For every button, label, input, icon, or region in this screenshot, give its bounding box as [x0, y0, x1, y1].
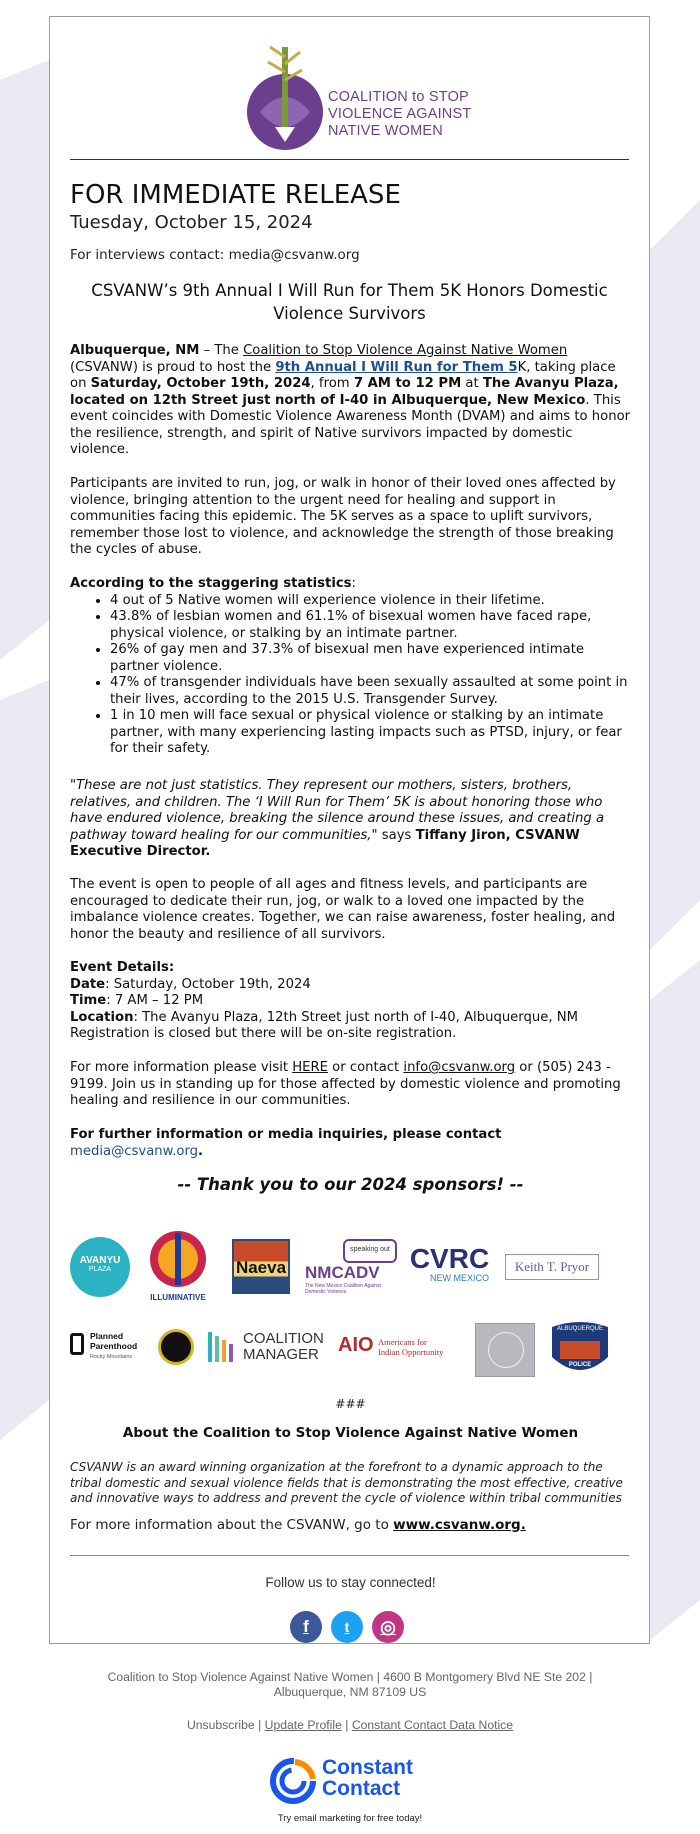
illuminative-emblem-icon	[148, 1229, 208, 1289]
sponsor-name: AIO	[338, 1334, 374, 1356]
sponsor-nmcadv-logo[interactable]	[305, 1239, 400, 1297]
sponsor-name: Naeva	[235, 1258, 287, 1277]
footer-links	[0, 1718, 700, 1732]
sponsor-sub: Rocky Mountains	[90, 1354, 133, 1360]
release-title: FOR IMMEDIATE RELEASE	[70, 180, 401, 210]
list-item: • 43.8% of lesbian women and 61.1% of bisexual women have faced rape, physical violence, or stalking by an intimate partner.	[110, 609, 632, 642]
info-email-link[interactable]: info@csvanw.org	[403, 1060, 516, 1075]
event-details	[70, 960, 632, 1043]
sponsors-heading: -- Thank you to our 2024 sponsors! --	[177, 1175, 524, 1194]
text: at	[461, 376, 483, 391]
text: or contact	[327, 1060, 404, 1075]
sponsor-name: ILLUMINATIVE	[150, 1293, 206, 1302]
logo-line: COALITION to STOP	[328, 89, 469, 105]
divider	[70, 159, 629, 160]
statistics-section	[70, 576, 632, 758]
sponsor-sub	[378, 1337, 443, 1357]
sponsor-aio-logo[interactable]	[338, 1329, 458, 1365]
text: For more information please visit	[70, 1060, 293, 1075]
sponsor-sub: PLAZA	[88, 1266, 112, 1273]
constant-contact-wordmark[interactable]	[322, 1757, 413, 1799]
sponsor-coalition-manager-logo[interactable]	[208, 1329, 323, 1365]
text: K, taking place on	[70, 359, 616, 391]
sponsor-sub: NEW MEXICO	[429, 1273, 489, 1283]
sponsor-planned-parenthood-logo[interactable]	[70, 1329, 142, 1367]
separator: |	[341, 1718, 352, 1732]
circle-emblem-icon	[488, 1332, 524, 1368]
media-inquiries	[70, 1127, 632, 1160]
cc-line: Contact	[322, 1777, 401, 1800]
sponsor-sub-line: Indian Opportunity	[378, 1347, 444, 1357]
text: For more information about the CSVANW, go to	[70, 1517, 394, 1533]
sponsor-abq-police-logo[interactable]	[548, 1321, 612, 1379]
details-label: Time	[70, 993, 107, 1008]
details-value: : Saturday, October 19th, 2024	[105, 976, 311, 992]
about-text: CSVANW is an award winning organization at the forefront to a dynamic approach to the tribal domestic and sexual violence fields that is demonstrating the most effective, creative and innovative ways to address and prevent the cycle of violence within tribal communities	[70, 1460, 623, 1505]
sponsor-cvrc-logo[interactable]	[407, 1245, 492, 1291]
text: For further information or media inquiries, please contact	[70, 1127, 502, 1142]
list-item: • 26% of gay men and 37.3% of bisexual men have experienced intimate partner violence.	[110, 642, 632, 675]
sponsor-name: MANAGER	[243, 1346, 319, 1363]
csvanw-logo	[50, 27, 651, 162]
logo-wordmark	[328, 89, 471, 140]
data-notice-link[interactable]: Constant Contact Data Notice	[351, 1718, 514, 1732]
list-item: • 47% of transgender individuals have been sexually assaulted at some point in their lives, according to the 2015 U.S. Transgender Survey.	[110, 675, 632, 708]
event-link[interactable]: 9th Annual I Will Run for Them 5	[275, 359, 518, 375]
sponsor-avanyu-logo[interactable]	[70, 1237, 130, 1297]
press-headline: CSVANW’s 9th Annual I Will Run for Them 5K Honors Domestic Violence Survivors	[91, 281, 608, 323]
text: , from	[310, 376, 354, 391]
sponsor-name: COALITION	[243, 1330, 324, 1347]
cc-line: Constant	[322, 1756, 413, 1779]
sponsor-naeva-logo[interactable]	[232, 1239, 290, 1294]
sponsor-sub-line: Americans for	[378, 1337, 427, 1347]
sponsor-keith-pryor-logo[interactable]: Keith T. Pryor	[505, 1254, 599, 1280]
about-title: About the Coalition to Stop Violence Against Native Women	[122, 1425, 579, 1441]
separator: |	[254, 1718, 265, 1732]
text: – The	[199, 343, 244, 358]
text: . This event coincides with Domestic Violence Awareness Month (DVAM) and aims to honor the resilience, strength, and spirit of Native survivors impacted by domestic violence.	[70, 392, 631, 457]
speech-bubble: speaking out	[343, 1239, 397, 1263]
sponsor-name: AVANYU	[79, 1255, 121, 1266]
end-marker: ###	[335, 1397, 366, 1411]
release-date: Tuesday, October 15, 2024	[70, 212, 313, 233]
text: .	[198, 1143, 204, 1159]
more-info-paragraph	[70, 1060, 632, 1110]
quote-text: These are not just statistics. They represent our mothers, sisters, brothers, relatives, and children. The ‘I Will Run for Them’ 5K is about honoring those who have endured violence, breaking the silence around these issues, and creating a pathway toward healing for our communities,	[70, 778, 605, 843]
details-value: : The Avanyu Plaza, 12th Street just north of I-40, Albuquerque, NM	[133, 1009, 578, 1025]
event-time: 7 AM to 12 PM	[353, 376, 462, 391]
divider	[70, 1555, 629, 1556]
cc-tagline[interactable]: Try email marketing for free today!	[277, 1813, 423, 1824]
address-line: Coalition to Stop Violence Against Native Women | 4600 B Montgomery Blvd NE Ste 202 |	[107, 1670, 593, 1684]
text: or (505) 243 - 9199. Join us in standing up for those affected by domestic violence and promoting healing and resilience in our communities.	[70, 1060, 621, 1108]
sponsor-name: CVRC	[409, 1243, 490, 1274]
event-open-paragraph: The event is open to people of all ages and fitness levels, and participants are encouraged to dedicate their run, jog, or walk to a loved one impacted by the imbalance violence creates. Together, we can raise awareness, foster healing, and honor the beauty and resilience of all survivors.	[70, 877, 616, 942]
instagram-icon[interactable]: ◎	[372, 1611, 404, 1643]
logo-line: VIOLENCE AGAINST	[328, 106, 472, 122]
registration-note: Registration is closed but there will be on-site registration.	[70, 1026, 457, 1041]
sponsor-gray-logo[interactable]	[475, 1323, 535, 1377]
list-item: • 1 in 10 men will face sexual or physical violence or stalking by an intimate partner, with many experiencing lasting impacts such as PTSD, injury, or fear for their safety.	[110, 708, 632, 758]
details-label: Date	[70, 976, 106, 992]
stats-list	[70, 593, 632, 758]
follow-us-text: Follow us to stay connected!	[265, 1575, 436, 1590]
website-link[interactable]: www.csvanw.org.	[393, 1517, 526, 1533]
about-more	[70, 1517, 526, 1533]
intro-paragraph	[70, 343, 632, 459]
sponsor-name: NMCADV	[305, 1263, 380, 1282]
sponsor-illuminative-logo[interactable]	[143, 1229, 213, 1309]
sponsor-name: ALBUQUERQUE	[556, 1326, 603, 1332]
list-item: • 4 out of 5 Native women will experience violence in their lifetime.	[110, 593, 632, 610]
corn-emblem-icon	[240, 42, 330, 152]
org-link[interactable]: Coalition to Stop Violence Against Native Women	[243, 343, 568, 358]
address-line: Albuquerque, NM 87109 US	[273, 1685, 427, 1699]
text: " says	[371, 827, 416, 843]
sponsor-seal-logo[interactable]	[158, 1329, 194, 1365]
sponsor-name: Planned Parenthood	[90, 1331, 138, 1351]
director-quote	[70, 778, 632, 861]
pp-mark-icon	[70, 1333, 84, 1355]
here-link[interactable]: HERE	[292, 1060, 328, 1075]
facebook-icon[interactable]: f	[290, 1611, 322, 1643]
stats-heading: According to the staggering statistics	[70, 576, 352, 591]
footer-address	[0, 1670, 700, 1700]
unsubscribe-link[interactable]: Unsubscribe	[186, 1718, 255, 1732]
sponsor-sub: POLICE	[568, 1362, 592, 1368]
event-venue: The Avanyu Plaza, located on 12th Street just north of I-40 in Albuquerque, New Mexico	[70, 376, 619, 408]
update-profile-link[interactable]: Update Profile	[264, 1718, 342, 1732]
participants-paragraph: Participants are invited to run, jog, or walk in honor of their loved ones affected by violence, bringing attention to the urgent need for healing and support in communities facing this epidemic. The 5K serves as a space to uplift survivors, remember those lost to violence, and acknowledge the strength of those breaking the cycles of abuse.	[70, 476, 616, 557]
details-value: : 7 AM – 12 PM	[106, 993, 204, 1008]
media-email-link[interactable]: media@csvanw.org	[70, 1143, 199, 1159]
text: (CSVANW) is proud to host the	[70, 359, 276, 375]
text: "	[70, 778, 77, 793]
interview-contact: For interviews contact: media@csvanw.org	[70, 247, 360, 263]
logo-line: NATIVE WOMEN	[328, 123, 443, 139]
bars-icon	[208, 1332, 240, 1362]
details-label: Location	[70, 1009, 134, 1025]
dateline: Albuquerque, NM	[70, 343, 200, 358]
text: :	[351, 576, 356, 591]
sponsor-sub: The New Mexico Coalition Against Domestic Violence	[305, 1283, 381, 1295]
details-heading: Event Details:	[70, 960, 175, 975]
quote-speaker: Tiffany Jiron, CSVANW Executive Director.	[70, 827, 580, 859]
event-date: Saturday, October 19th, 2024	[90, 376, 311, 391]
twitter-icon[interactable]: t	[331, 1611, 363, 1643]
email-card	[49, 16, 650, 1644]
